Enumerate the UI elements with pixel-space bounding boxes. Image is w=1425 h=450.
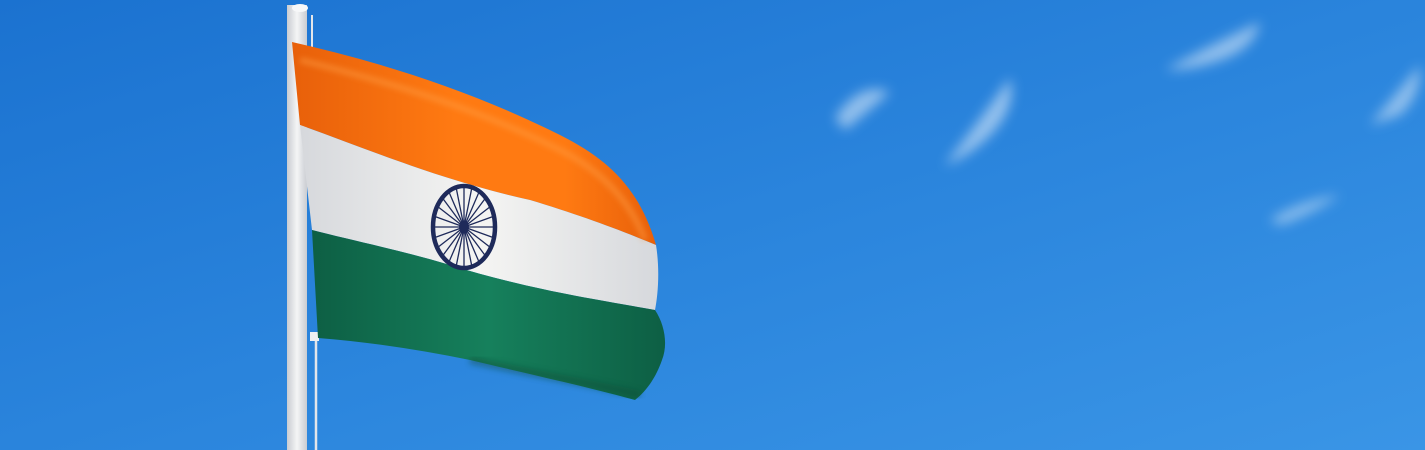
- ashoka-chakra: [433, 186, 495, 268]
- halyard-clip: [310, 332, 319, 341]
- flagpole-top: [292, 4, 308, 12]
- chakra-hub: [459, 221, 469, 234]
